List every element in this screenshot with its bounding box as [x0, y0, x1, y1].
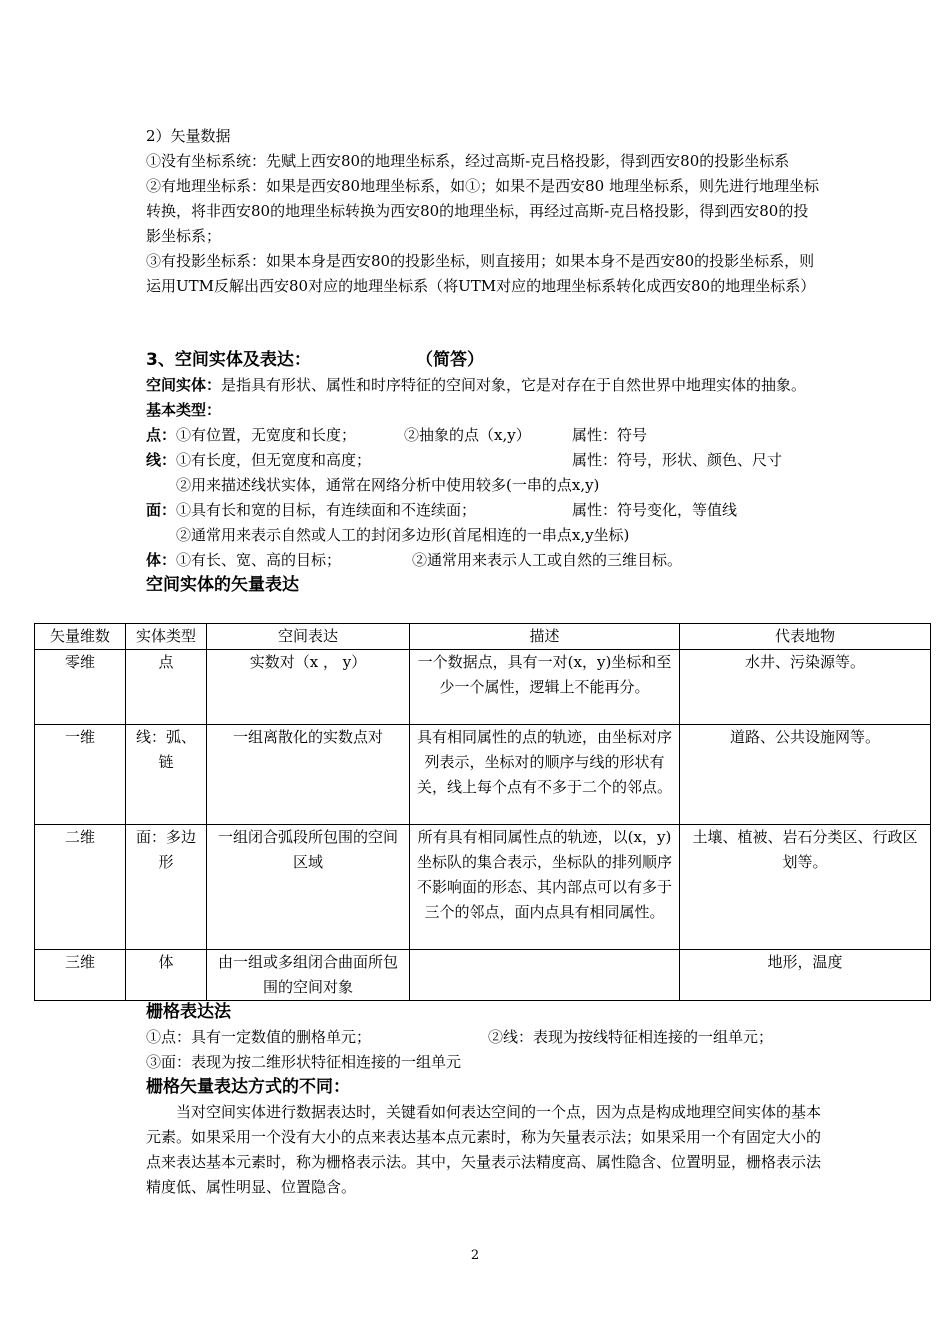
table-cell: 由一组或多组闭合曲面所包围的空间对象 [207, 950, 410, 1001]
line-row [146, 448, 821, 473]
table-cell: 一组闭合弧段所包围的空间区域 [207, 825, 410, 950]
area-row-2 [146, 523, 821, 548]
point-item-1: ①有位置，无宽度和长度； [176, 426, 357, 444]
table-cell: 水井、污染源等。 [680, 650, 931, 725]
volume-label: 体： [146, 551, 177, 569]
spatial-entity-definition [146, 373, 821, 398]
volume-item-1: ①有长、宽、高的目标； [176, 551, 342, 569]
table-cell: 面：多边形 [126, 825, 207, 950]
table-header-cell: 矢量维数 [35, 624, 126, 650]
table-header-cell: 代表地物 [680, 624, 931, 650]
table-cell: 所有具有相同属性点的轨迹，以(x，y)坐标队的集合表示，坐标队的排列顺序不影响面的形态、其内部点可以有多于三个的邻点，面内点具有相同属性。 [410, 825, 680, 950]
table-cell: 二维 [35, 825, 126, 950]
table-header-cell: 描述 [410, 624, 680, 650]
vector-data-item-3: ③有投影坐标系：如果本身是西安80的投影坐标，则直接用；如果本身不是西安80的投影坐标系，则运用UTM反解出西安80对应的地理坐标系（将UTM对应的地理坐标系转化成西安80的地理坐标系） [146, 252, 816, 295]
raster-heading: 栅格表达法 [146, 1002, 231, 1022]
table-cell: 一组离散化的实数点对 [207, 725, 410, 825]
raster-section [146, 1000, 821, 1200]
table-cell: 地形，温度 [680, 950, 931, 1001]
line-label: 线： [146, 451, 177, 469]
table-cell: 具有相同属性的点的轨迹，由坐标对序列表示，坐标对的顺序与线的形状有关，线上每个点有不多于二个的邻点。 [410, 725, 680, 825]
table-cell: 实数对（x ， y） [207, 650, 410, 725]
table-row [35, 825, 931, 950]
raster-row-1 [146, 1025, 821, 1050]
table-cell: 零维 [35, 650, 126, 725]
difference-heading: 栅格矢量表达方式的不同： [146, 1077, 350, 1097]
line-item-2: ②用来描述线状实体，通常在网络分析中使用较多(一串的点x,y) [176, 476, 600, 494]
vector-data-section [146, 124, 821, 299]
table-row [35, 950, 931, 1001]
table-header-row [35, 624, 931, 650]
page-number: 2 [470, 1248, 480, 1263]
table-cell: 点 [126, 650, 207, 725]
point-row [146, 423, 821, 448]
definition-text: 是指具有形状、属性和时序特征的空间对象，它是对存在于自然世界中地理实体的抽象。 [221, 376, 807, 394]
table-cell: 体 [126, 950, 207, 1001]
definition-label: 空间实体： [146, 376, 222, 394]
raster-area: ③面：表现为按二维形状特征相连接的一组单元 [146, 1053, 462, 1071]
table-cell: 一维 [35, 725, 126, 825]
difference-body: 当对空间实体进行数据表达时，关键看如何表达空间的一个点，因为点是构成地理空间实体的基本元素。如果采用一个没有大小的点来表达基本点元素时，称为矢量表示法；如果采用一个有固定大小的点来表达基本元素时，称为栅格表示法。其中，矢量表示法精度高、属性隐含、位置明显，栅格表示法精度低、属性明显、位置隐含。 [146, 1103, 822, 1196]
vector-expression-table [34, 623, 931, 1001]
volume-row [146, 548, 821, 573]
basic-types-label: 基本类型： [146, 401, 222, 419]
vector-data-item-1: ①没有坐标系统：先赋上西安80的地理坐标系，经过高斯-克吕格投影，得到西安80的投影坐标系 [146, 152, 790, 170]
area-attribute: 属性：符号变化，等值线 [572, 501, 738, 519]
area-item-2: ②通常用来表示自然或人工的封闭多边形(首尾相连的一串点x,y坐标) [176, 526, 630, 544]
point-label: 点： [146, 426, 177, 444]
table-cell [410, 950, 680, 1001]
point-item-2: ②抽象的点（x,y） [404, 426, 531, 444]
table-cell: 土壤、植被、岩石分类区、行政区划等。 [680, 825, 931, 950]
vector-data-item-2: ②有地理坐标系：如果是西安80地理坐标系，如①；如果不是西安80 地理坐标系，则先进行地理坐标转换，将非西安80的地理坐标转换为西安80的地理坐标，再经过高斯-克吕格投影，得到西安80的投影坐标系； [146, 177, 819, 245]
section-3-heading [146, 348, 821, 373]
table-cell: 三维 [35, 950, 126, 1001]
vector-expression-title: 空间实体的矢量表达 [146, 575, 299, 595]
table-row [35, 725, 931, 825]
table-cell: 道路、公共设施网等。 [680, 725, 931, 825]
point-attribute: 属性：符号 [572, 426, 648, 444]
section-3-title: 3、空间实体及表达： [146, 350, 311, 370]
volume-item-2: ②通常用来表示人工或自然的三维目标。 [412, 551, 683, 569]
line-attribute: 属性：符号，形状、颜色、尺寸 [572, 451, 783, 469]
line-item-1: ①有长度，但无宽度和高度； [176, 451, 372, 469]
vector-data-heading: 2）矢量数据 [146, 127, 231, 145]
table-header-cell: 实体类型 [126, 624, 207, 650]
table-row [35, 650, 931, 725]
area-row [146, 498, 821, 523]
area-item-1: ①具有长和宽的目标，有连续面和不连续面； [176, 501, 477, 519]
section-3-tag: （简答） [416, 350, 484, 370]
area-label: 面： [146, 501, 177, 519]
raster-line: ②线：表现为按线特征相连接的一组单元； [488, 1028, 774, 1046]
spatial-entity-section [146, 348, 821, 597]
raster-point: ①点：具有一定数值的删格单元； [146, 1028, 372, 1046]
table-cell: 线：弧、链 [126, 725, 207, 825]
table-cell: 一个数据点，具有一对(x，y)坐标和至少一个属性，逻辑上不能再分。 [410, 650, 680, 725]
table-header-cell: 空间表达 [207, 624, 410, 650]
line-row-2 [146, 473, 821, 498]
